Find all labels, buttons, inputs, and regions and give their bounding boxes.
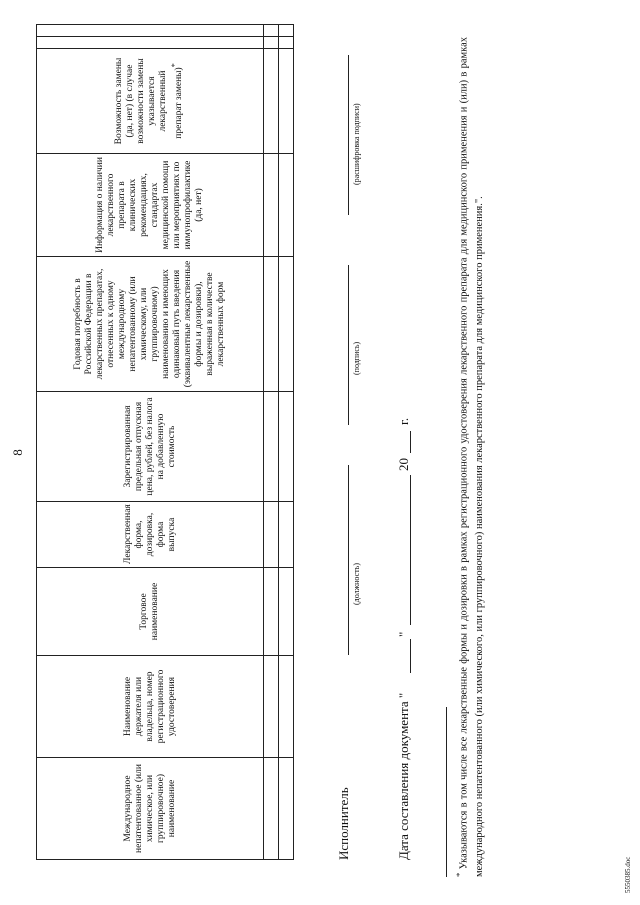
date-label: Дата составления документа " (396, 692, 411, 860)
signature-caption: (подпись) (352, 341, 361, 375)
header-extra-2 (37, 25, 264, 37)
header-extra-1 (37, 37, 264, 49)
document-id: 5550385.doc (624, 856, 632, 893)
header-clinical-info: Информация о наличии лекарственного препарата в клинических рекомендациях, стандартах медицинской помощи или мероприятиях по иммунопрофилактике (да, нет) (37, 154, 264, 257)
position-caption: (должность) (352, 563, 361, 605)
decoding-line (348, 55, 349, 215)
date-quote: " (396, 631, 411, 637)
date-year-line (410, 431, 411, 453)
footnote (452, 37, 487, 877)
signature-line (348, 265, 349, 425)
header-inn: Международное непатентованное (или химическое, или группировочное) наименование (37, 758, 264, 860)
decoding-caption: (расшифровка подписи) (352, 103, 361, 185)
header-dosage-form: Лекарственная форма, дозировка, форма выпуска (37, 502, 264, 568)
date-month-line (410, 475, 411, 625)
footnote-mark: * (170, 63, 180, 68)
date-year-prefix: 20 (396, 458, 411, 471)
header-price: Зарегистрированная предельная отпускная цена, рублей, без налога на добавленную стоимость (37, 392, 264, 502)
table-row (264, 25, 279, 860)
header-trade-name: Торговое наименование (37, 568, 264, 656)
position-line (348, 465, 349, 655)
footnote-star: * (454, 872, 464, 877)
header-annual-demand: Годовая потребность в Российской Федерации в лекарственных препаратах, отнесенных к одному международному непатентованному (или химическому, или группировочному) наименованию и имеющих одинаковый путь введения (эквивалентные лекарственные формы и дозировки), выраженная в количестве лекарственных форм (37, 257, 264, 392)
requirements-table (36, 24, 294, 860)
header-replacement: Возможность замены (да, нет) (в случае возможности замены указывается лекарственный препарат замены)* (37, 49, 264, 154)
executor-label: Исполнитель (336, 787, 351, 860)
page-number: 8 (10, 449, 25, 456)
table-row (279, 25, 294, 860)
date-year-suffix: г. (396, 417, 411, 425)
table-header-row (37, 25, 264, 860)
header-holder: Наименование держателя или владельца, номер регистрационного удостоверения (37, 656, 264, 758)
footnote-text: Указываются в том числе все лекарственные формы и дозировки в рамках регистрационного удостоверения лекарственного препарата для медицинского применения и (или) в рамках международного непатентованного (или химического, или группировочного) наименования лекарственного препарата для медицинского применения.". (458, 37, 485, 877)
footnote-separator (446, 707, 447, 877)
date-day-line (410, 639, 411, 673)
